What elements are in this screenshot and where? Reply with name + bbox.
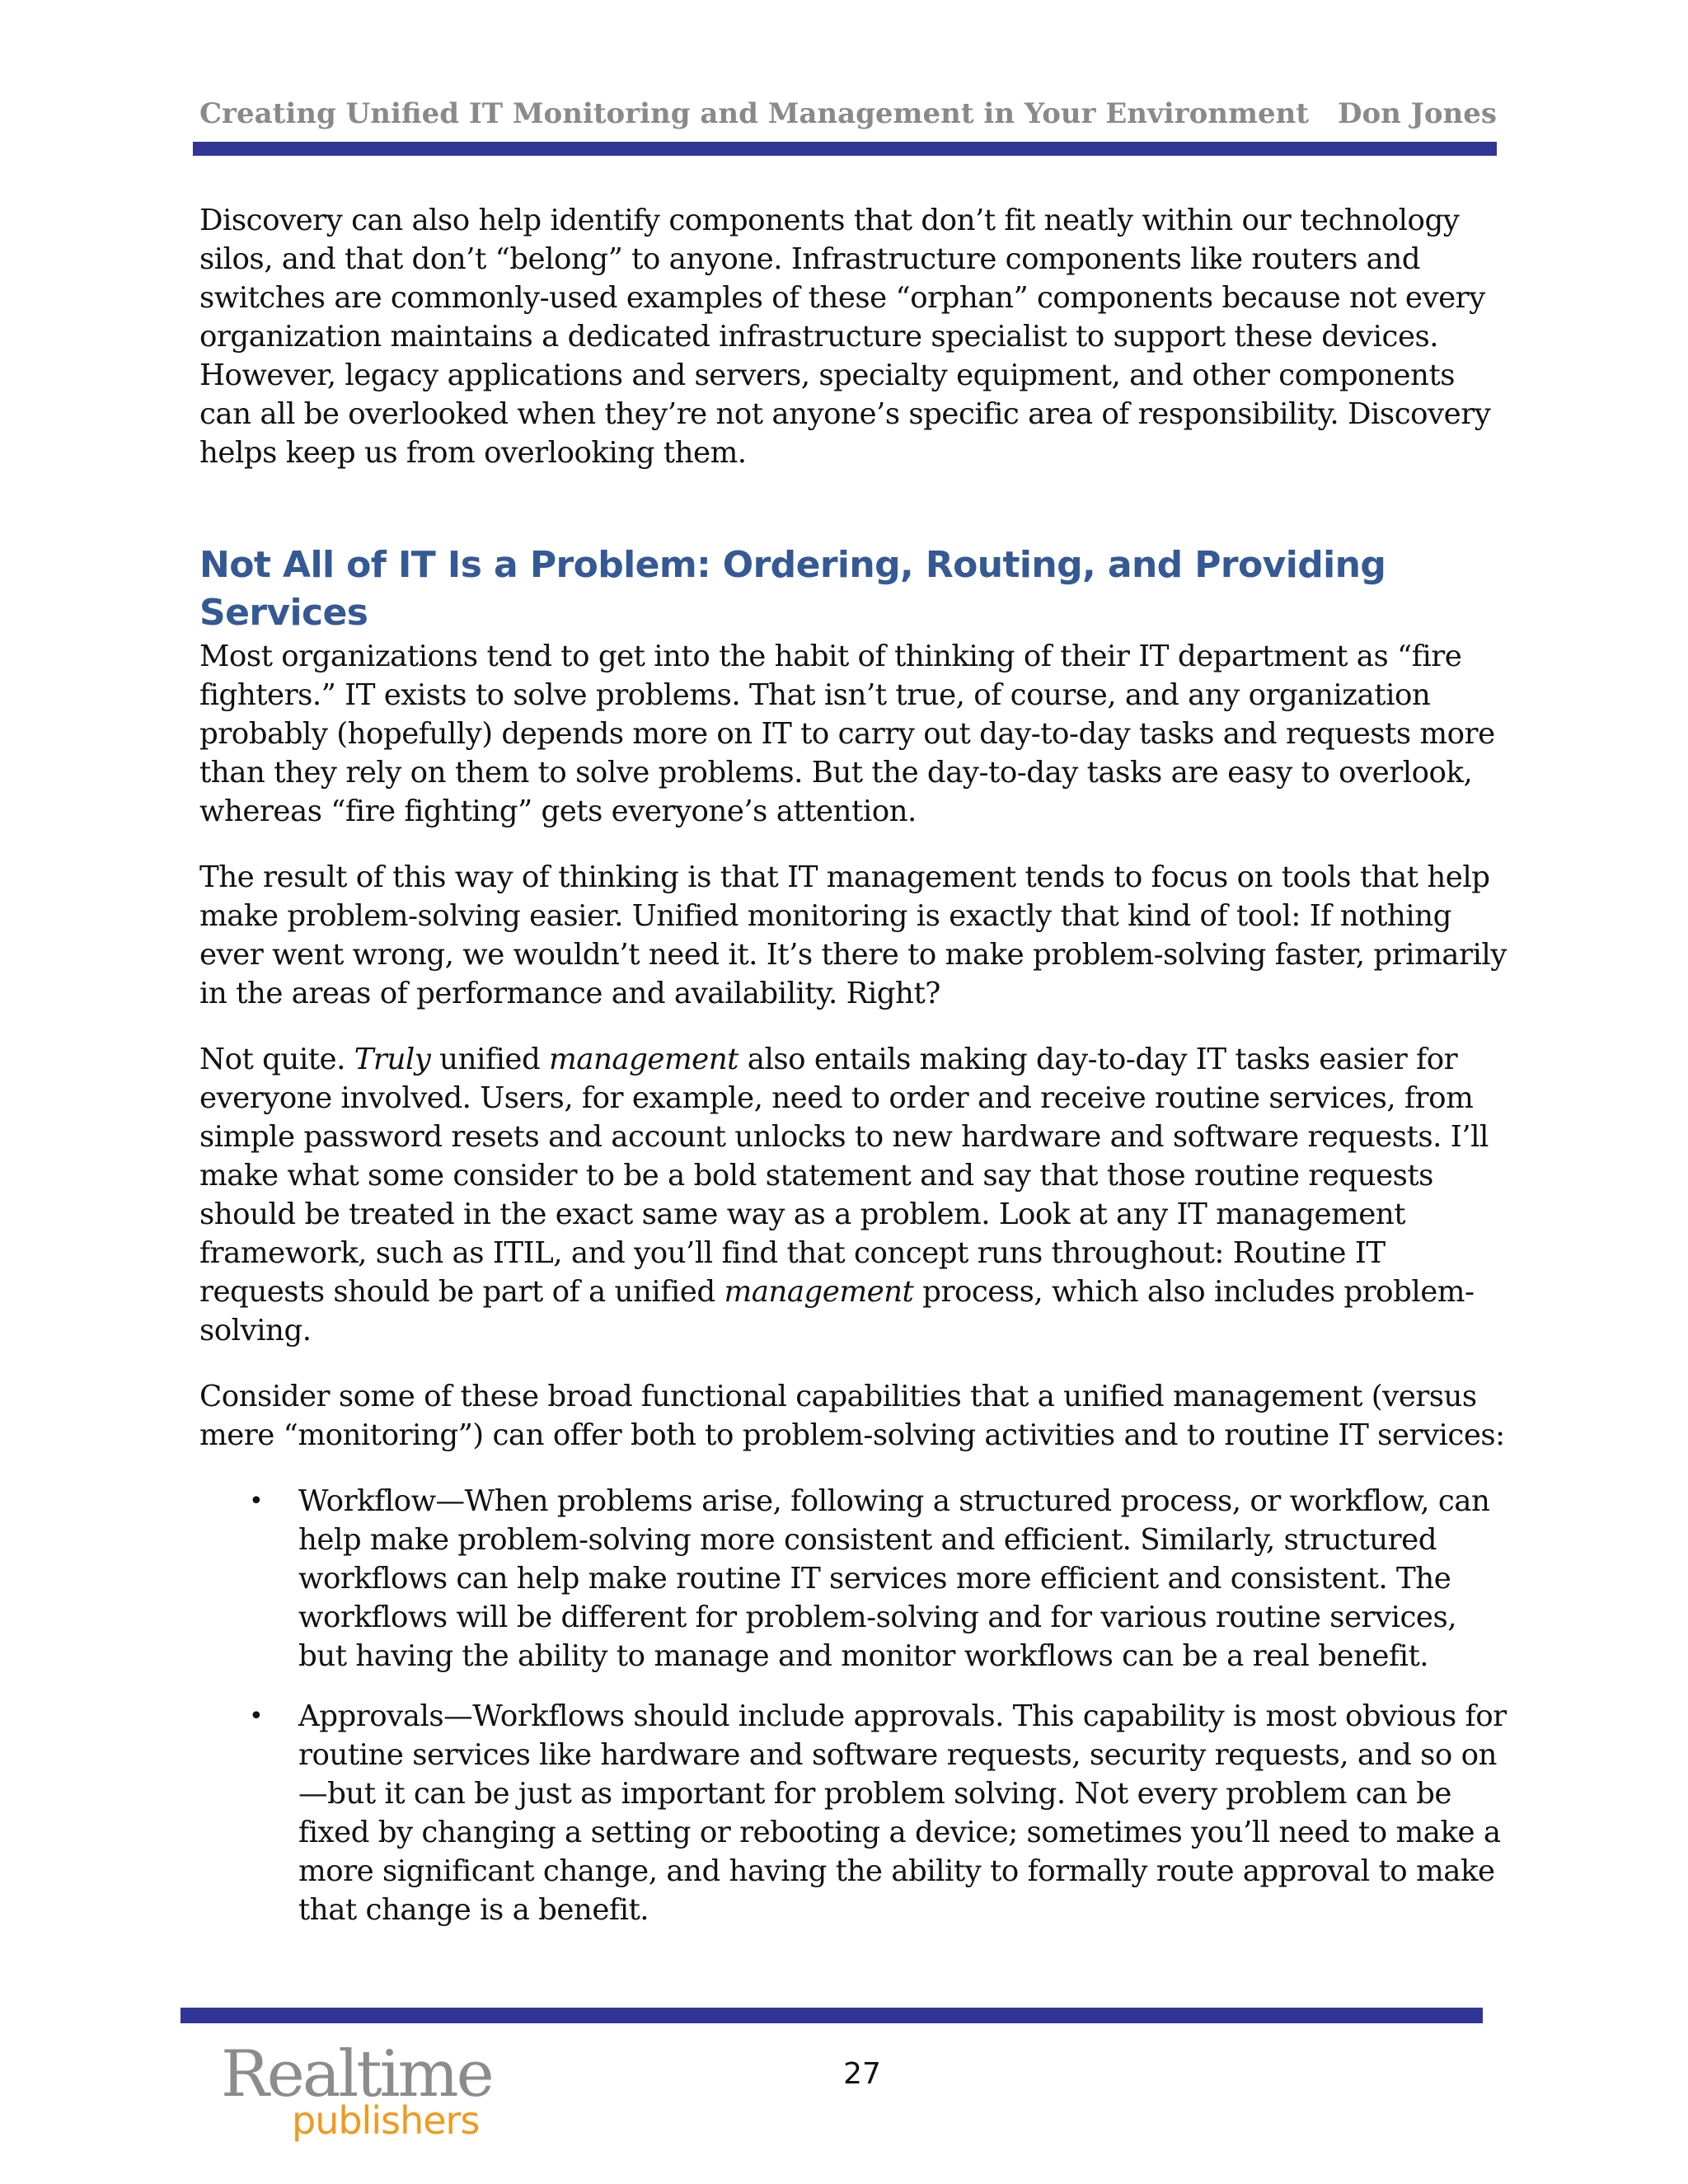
logo-wordmark-publishers: publishers — [292, 2098, 480, 2143]
emphasis-management-2: management — [724, 1275, 914, 1309]
paragraph-3-text-1: Not quite. — [199, 1043, 354, 1076]
header-author: Don Jones — [1338, 97, 1497, 130]
bullet-icon: • — [249, 1487, 264, 1516]
emphasis-truly: Truly — [354, 1043, 431, 1076]
section-heading: Not All of IT Is a Problem: Ordering, Routing, and Providing Services — [199, 544, 1386, 634]
footer-rule — [181, 2008, 1483, 2023]
logo-wordmark-realtime: Realtime — [221, 2037, 492, 2111]
bullet-icon: • — [249, 1702, 264, 1731]
paragraph-3-text-3: also entails making day-to-day IT tasks easier for everyone involved. Users, for example, need to order and receive routine services, from simple password resets and account unlocks to new hardware and software requests. I’ll make what some consider to be a bold statement and say that those routine requests should be treated in the exact same way as a problem. Look at any IT management framework, such as ITIL, and you’ll find that concept runs throughout: Routine IT requests should be part of a unified — [199, 1043, 1489, 1309]
emphasis-management: management — [549, 1043, 738, 1076]
list-item-text: Workflow—When problems arise, following a structured process, or workflow, can help make problem-solving more consistent and efficient. Similarly, structured workflows can help make routine IT services more efficient and consistent. The workflows will be different for problem-solving and for various routine services, but having the ability to manage and monitor workflows can be a real benefit. — [298, 1484, 1490, 1673]
list-item — [199, 1482, 1510, 1675]
section-paragraph-4: Consider some of these broad functional capabilities that a unified management (versus mere “monitoring”) can offer both to problem-solving activities and to routine IT services: — [199, 1380, 1505, 1452]
capability-list — [199, 1482, 1510, 1929]
realtime-publishers-logo — [221, 2037, 492, 2149]
intro-paragraph: Discovery can also help identify components that don’t fit neatly within our technology silos, and that don’t “belong” to anyone. Infrastructure components like routers and switches are commonly-used examples of these “orphan” components because not every organization maintains a dedicated infrastructure specialist to support these devices. However, legacy applications and servers, specialty equipment, and other components can all be overlooked when they’re not anyone’s specific area of responsibility. Discovery helps keep us from overlooking them. — [199, 204, 1491, 470]
list-item — [199, 1697, 1510, 1929]
section-paragraph-1: Most organizations tend to get into the habit of thinking of their IT department as “fire fighters.” IT exists to solve problems. That isn’t true, of course, and any organization probably (hopefully) depends more on IT to carry out day-to-day tasks and requests more than they rely on them to solve problems. But the day-to-day tasks are easy to overlook, whereas “fire fighting” gets everyone’s attention. — [199, 640, 1495, 828]
running-header — [199, 97, 1497, 130]
page-body — [199, 201, 1510, 1951]
header-rule — [193, 142, 1497, 156]
paragraph-3-text-2: unified — [430, 1043, 550, 1076]
list-item-text: Approvals—Workflows should include approvals. This capability is most obvious for routine services like hardware and software requests, security requests, and so on—but it can be just as important for problem solving. Not every problem can be fixed by changing a setting or rebooting a device; sometimes you’ll need to make a more significant change, and having the ability to formally route approval to make that change is a benefit. — [298, 1699, 1507, 1927]
paragraph-3-text-4: process, which also includes problem-solving. — [199, 1275, 1475, 1347]
header-title: Creating Unified IT Monitoring and Management in Your Environment — [199, 97, 1310, 130]
section-paragraph-2: The result of this way of thinking is that IT management tends to focus on tools that help make problem-solving easier. Unified monitoring is exactly that kind of tool: If nothing ever went wrong, we wouldn’t need it. It’s there to make problem-solving faster, primarily in the areas of performance and availability. Right? — [199, 860, 1507, 1010]
section-paragraph-3 — [199, 1040, 1510, 1350]
page-number: 27 — [843, 2057, 881, 2091]
